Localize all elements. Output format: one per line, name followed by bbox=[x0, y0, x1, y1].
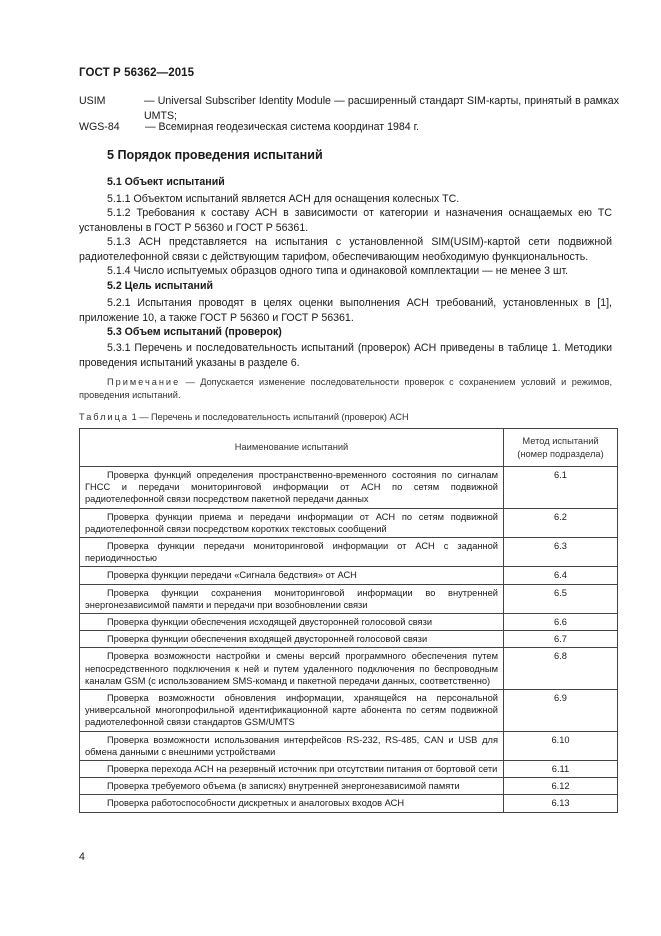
tests-table bbox=[79, 428, 618, 813]
test-name-cell: Проверка функции обеспечения исходящей двусторонней голосовой связи bbox=[80, 614, 504, 631]
test-method-cell: 6.6 bbox=[504, 614, 618, 631]
paragraph: 5.2.1 Испытания проводят в целях оценки выполнения АСН требований, установленных в [1], приложение 10, а также ГОСТ Р 56360 и ГОСТ Р 56361. bbox=[79, 297, 612, 324]
table-row bbox=[80, 467, 618, 509]
table-caption bbox=[79, 412, 409, 422]
table-row bbox=[80, 648, 618, 690]
table-row bbox=[80, 631, 618, 648]
column-header-method: Метод испытаний (номер подраздела) bbox=[504, 429, 618, 467]
test-method-cell: 6.7 bbox=[504, 631, 618, 648]
table-row bbox=[80, 731, 618, 760]
test-method-cell: 6.10 bbox=[504, 731, 618, 760]
subsection-title: 5.3 Объем испытаний (проверок) bbox=[107, 326, 282, 338]
test-name-cell: Проверка функции передачи «Сигнала бедствия» от АСН bbox=[80, 567, 504, 584]
note-text: — Допускается изменение последовательности проверок с сохранением условий и режимов, проведения испытаний. bbox=[79, 377, 612, 401]
test-method-cell: 6.8 bbox=[504, 648, 618, 690]
abbreviation-term: WGS-84 bbox=[79, 121, 120, 133]
table-row bbox=[80, 538, 618, 567]
abbreviation-term: USIM bbox=[79, 95, 106, 107]
paragraph: 5.1.4 Число испытуемых образцов одного типа и одинаковой комплектации — не менее 3 шт. bbox=[107, 265, 569, 277]
test-method-cell: 6.9 bbox=[504, 690, 618, 732]
test-name-cell: Проверка функции обеспечения входящей двусторонней голосовой связи bbox=[80, 631, 504, 648]
test-name-cell: Проверка функции сохранения мониторинговой информации во внутренней энергонезависимой памяти и передачи при возобновлении связи bbox=[80, 584, 504, 613]
subsection-title: 5.2 Цель испытаний bbox=[107, 280, 213, 292]
test-name-cell: Проверка функций определения пространственно-временного состояния по сигналам ГНСС и передачи мониторинговой информации от АСН по сетям подвижной радиотелефонной связи посредством пакетной передачи данных bbox=[80, 467, 504, 509]
test-method-cell: 6.4 bbox=[504, 567, 618, 584]
test-name-cell: Проверка функции приема и передачи информации от АСН по сетям подвижной радиотелефонной связи посредством коротких текстовых сообщений bbox=[80, 508, 504, 537]
table-row bbox=[80, 778, 618, 795]
section-title: 5 Порядок проведения испытаний bbox=[107, 148, 323, 162]
document-header: ГОСТ Р 56362—2015 bbox=[79, 67, 195, 79]
subsection-title: 5.1 Объект испытаний bbox=[107, 176, 225, 188]
table-row bbox=[80, 567, 618, 584]
page-number: 4 bbox=[79, 851, 85, 863]
table-row bbox=[80, 614, 618, 631]
test-method-cell: 6.1 bbox=[504, 467, 618, 509]
test-method-cell: 6.13 bbox=[504, 795, 618, 812]
abbreviation-wgs84 bbox=[79, 120, 619, 135]
table-row bbox=[80, 584, 618, 613]
paragraph: 5.3.1 Перечень и последовательность испытаний (проверок) АСН приведены в таблице 1. Методики проведения испытаний указаны в разделе 6. bbox=[79, 342, 612, 369]
abbreviation-definition: — Universal Subscriber Identity Module — расширенный стандарт SIM-карты, принятый в рамках UMTS; bbox=[144, 95, 619, 122]
paragraph: 5.1.3 АСН представляется на испытания с установленной SIM(USIM)-картой сети подвижной радиотелефонной связи с действующим тарифом, обеспечивающим необходимую функциональность. bbox=[79, 236, 612, 263]
abbreviation-definition: — Всемирная геодезическая система координат 1984 г. bbox=[145, 121, 420, 133]
test-method-cell: 6.3 bbox=[504, 538, 618, 567]
test-name-cell: Проверка перехода АСН на резервный источник при отсутствии питания от бортовой сети bbox=[80, 761, 504, 778]
table-row bbox=[80, 690, 618, 732]
test-name-cell: Проверка возможности обновления информации, хранящейся на персональной универсальной многопрофильной идентификационной карте абонента по сетям подвижной радиотелефонной связи стандартов GSM/UMTS bbox=[80, 690, 504, 732]
column-header-name: Наименование испытаний bbox=[80, 429, 504, 467]
note bbox=[79, 376, 612, 403]
test-name-cell: Проверка возможности использования интерфейсов RS-232, RS-485, CAN и USB для обмена данными с внешними устройствами bbox=[80, 731, 504, 760]
test-method-cell: 6.2 bbox=[504, 508, 618, 537]
table-caption-label: Таблица bbox=[79, 412, 130, 422]
test-method-cell: 6.5 bbox=[504, 584, 618, 613]
paragraph: 5.1.2 Требования к составу АСН в зависимости от категории и назначения оснащаемых ею ТС установлены в ГОСТ Р 56360 и ГОСТ Р 56361. bbox=[79, 207, 612, 234]
paragraph: 5.1.1 Объектом испытаний является АСН для оснащения колесных ТС. bbox=[107, 193, 460, 205]
test-method-cell: 6.11 bbox=[504, 761, 618, 778]
table-row bbox=[80, 508, 618, 537]
test-name-cell: Проверка возможности настройки и смены версий программного обеспечения путем непосредственного подключения к ней и путем удаленного подключения по беспроводным каналам GSM (с использованием SMS-команд и пакетной передачи данных, соответственно) bbox=[80, 648, 504, 690]
test-method-cell: 6.12 bbox=[504, 778, 618, 795]
table-row bbox=[80, 795, 618, 812]
test-name-cell: Проверка требуемого объема (в записях) внутренней энергонезависимой памяти bbox=[80, 778, 504, 795]
table-caption-text: 1 — Перечень и последовательность испытаний (проверок) АСН bbox=[129, 412, 409, 422]
note-label: Примечание bbox=[107, 377, 181, 387]
test-name-cell: Проверка функции передачи мониторинговой информации от АСН с заданной периодичностью bbox=[80, 538, 504, 567]
test-name-cell: Проверка работоспособности дискретных и аналоговых входов АСН bbox=[80, 795, 504, 812]
table-header-row bbox=[80, 429, 618, 467]
table-row bbox=[80, 761, 618, 778]
